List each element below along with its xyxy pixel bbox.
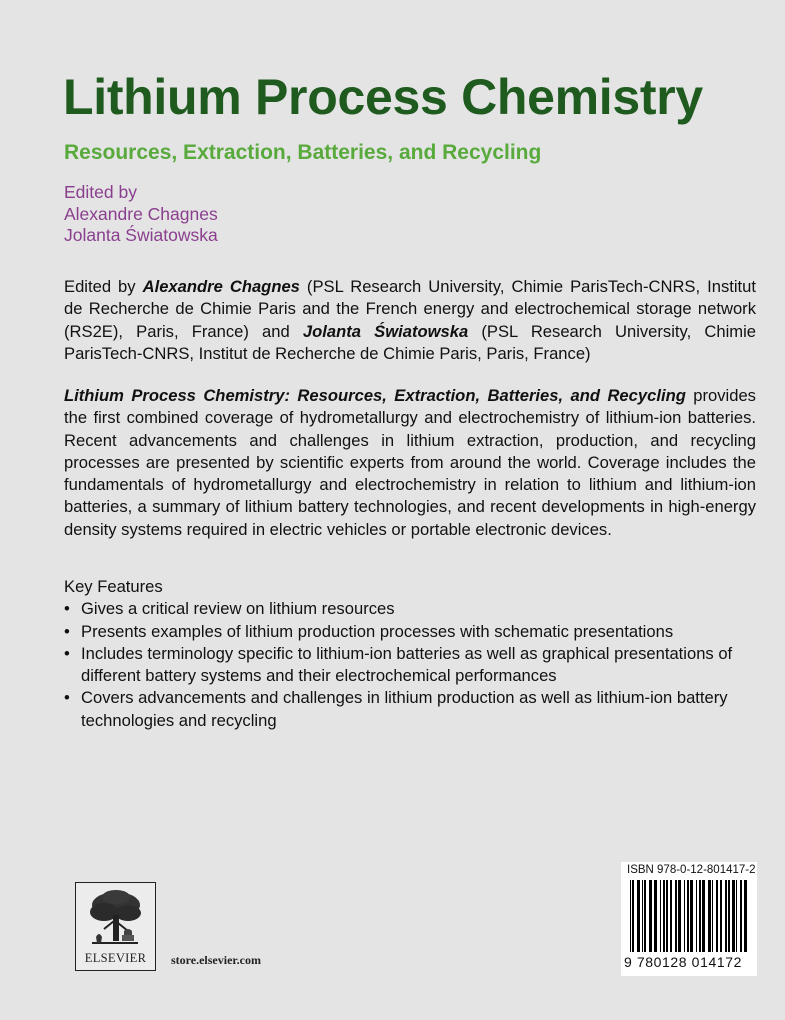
- barcode-bar: [696, 880, 697, 952]
- elsevier-tree-icon: [76, 885, 154, 951]
- key-features-heading: Key Features: [64, 577, 163, 596]
- barcode-bar: [654, 880, 657, 952]
- editor-name: Jolanta Światowska: [64, 225, 218, 245]
- bio-affiliation: (PSL Research University, Chimie ParisTech-CNRS, Institut de Recherche de Chimie Paris, Paris, France): [64, 321, 756, 363]
- barcode-bar: [708, 880, 711, 952]
- key-features: [64, 576, 756, 732]
- feature-item: • Presents examples of lithium production processes with schematic presentations: [64, 621, 756, 643]
- barcode-bar: [699, 880, 701, 952]
- book-subtitle: Resources, Extraction, Batteries, and Recycling: [64, 141, 542, 164]
- barcode-bar: [630, 880, 631, 952]
- feature-item: • Includes terminology specific to lithium-ion batteries as well as graphical presentations of different battery systems and their electrochemical performances: [64, 643, 756, 688]
- barcode-bar: [675, 880, 677, 952]
- bio-affiliation: (PSL Research University, Chimie ParisTech-CNRS, Institut de Recherche de Chimie Paris and the French energy and electrochemical storage network (RS2E), Paris, France) and: [64, 277, 756, 341]
- barcode-icon: [628, 880, 752, 954]
- feature-item: • Gives a critical review on lithium resources: [64, 598, 756, 620]
- editor-name: Alexandre Chagnes: [64, 203, 218, 224]
- barcode-bar: [666, 880, 668, 952]
- book-title: Lithium Process Chemistry: [63, 69, 703, 125]
- barcode-bar: [678, 880, 681, 952]
- barcode-bar: [702, 880, 705, 952]
- key-features-list: [64, 598, 756, 732]
- barcode-bar: [712, 880, 713, 952]
- barcode-bar: [660, 880, 661, 952]
- bio-editor-name: Jolanta Światowska: [302, 321, 469, 341]
- isbn-text: ISBN 978-0-12-801417-2: [627, 864, 756, 876]
- barcode-bar: [687, 880, 689, 952]
- editors-block: [64, 182, 218, 247]
- barcode-bar: [728, 880, 730, 952]
- barcode-bar: [690, 880, 693, 952]
- barcode-bar: [725, 880, 727, 952]
- barcode-bar: [736, 880, 737, 952]
- barcode-box: [621, 862, 757, 976]
- description-book-title: Lithium Process Chemistry: Resources, Extraction, Batteries, and Recycling: [64, 386, 686, 405]
- barcode-bar: [632, 880, 634, 952]
- editor-bio-paragraph: [64, 276, 756, 365]
- barcode-bar: [720, 880, 722, 952]
- feature-item: • Covers advancements and challenges in lithium production as well as lithium-ion battery technologies and recycling: [64, 687, 756, 732]
- elsevier-logo: [75, 882, 156, 971]
- publisher-url: store.elsevier.com: [171, 953, 261, 967]
- barcode-bar: [642, 880, 643, 952]
- barcode-bar: [744, 880, 747, 952]
- description-text: provides the first combined coverage of hydrometallurgy and electrochemistry of lithium-ion batteries. Recent advancements and challenges in lithium extraction, production, and recycling processes are presented by scientific experts from around the world. Coverage includes the fundamentals of hydrometallurgy and electrochemistry in relation to lithium and lithium-ion batteries, a summary of lithium battery technologies, and recent developments in high-energy density systems required in electric vehicles or portable electronic devices.: [64, 386, 756, 539]
- barcode-bar: [716, 880, 718, 952]
- bio-editor-name: Alexandre Chagnes: [142, 277, 300, 296]
- edited-by-label: Edited by: [64, 182, 137, 202]
- barcode-bar: [732, 880, 735, 952]
- ean-digits: 9 780128 014172: [624, 954, 742, 970]
- barcode-bar: [644, 880, 646, 952]
- barcode-bar: [740, 880, 742, 952]
- description-paragraph: [64, 385, 756, 541]
- barcode-bar: [670, 880, 672, 952]
- barcode-bar: [663, 880, 665, 952]
- bio-lead: Edited by: [64, 277, 143, 296]
- elsevier-logo-word: ELSEVIER: [84, 951, 147, 965]
- barcode-bar: [649, 880, 652, 952]
- barcode-bar: [684, 880, 685, 952]
- barcode-bar: [637, 880, 640, 952]
